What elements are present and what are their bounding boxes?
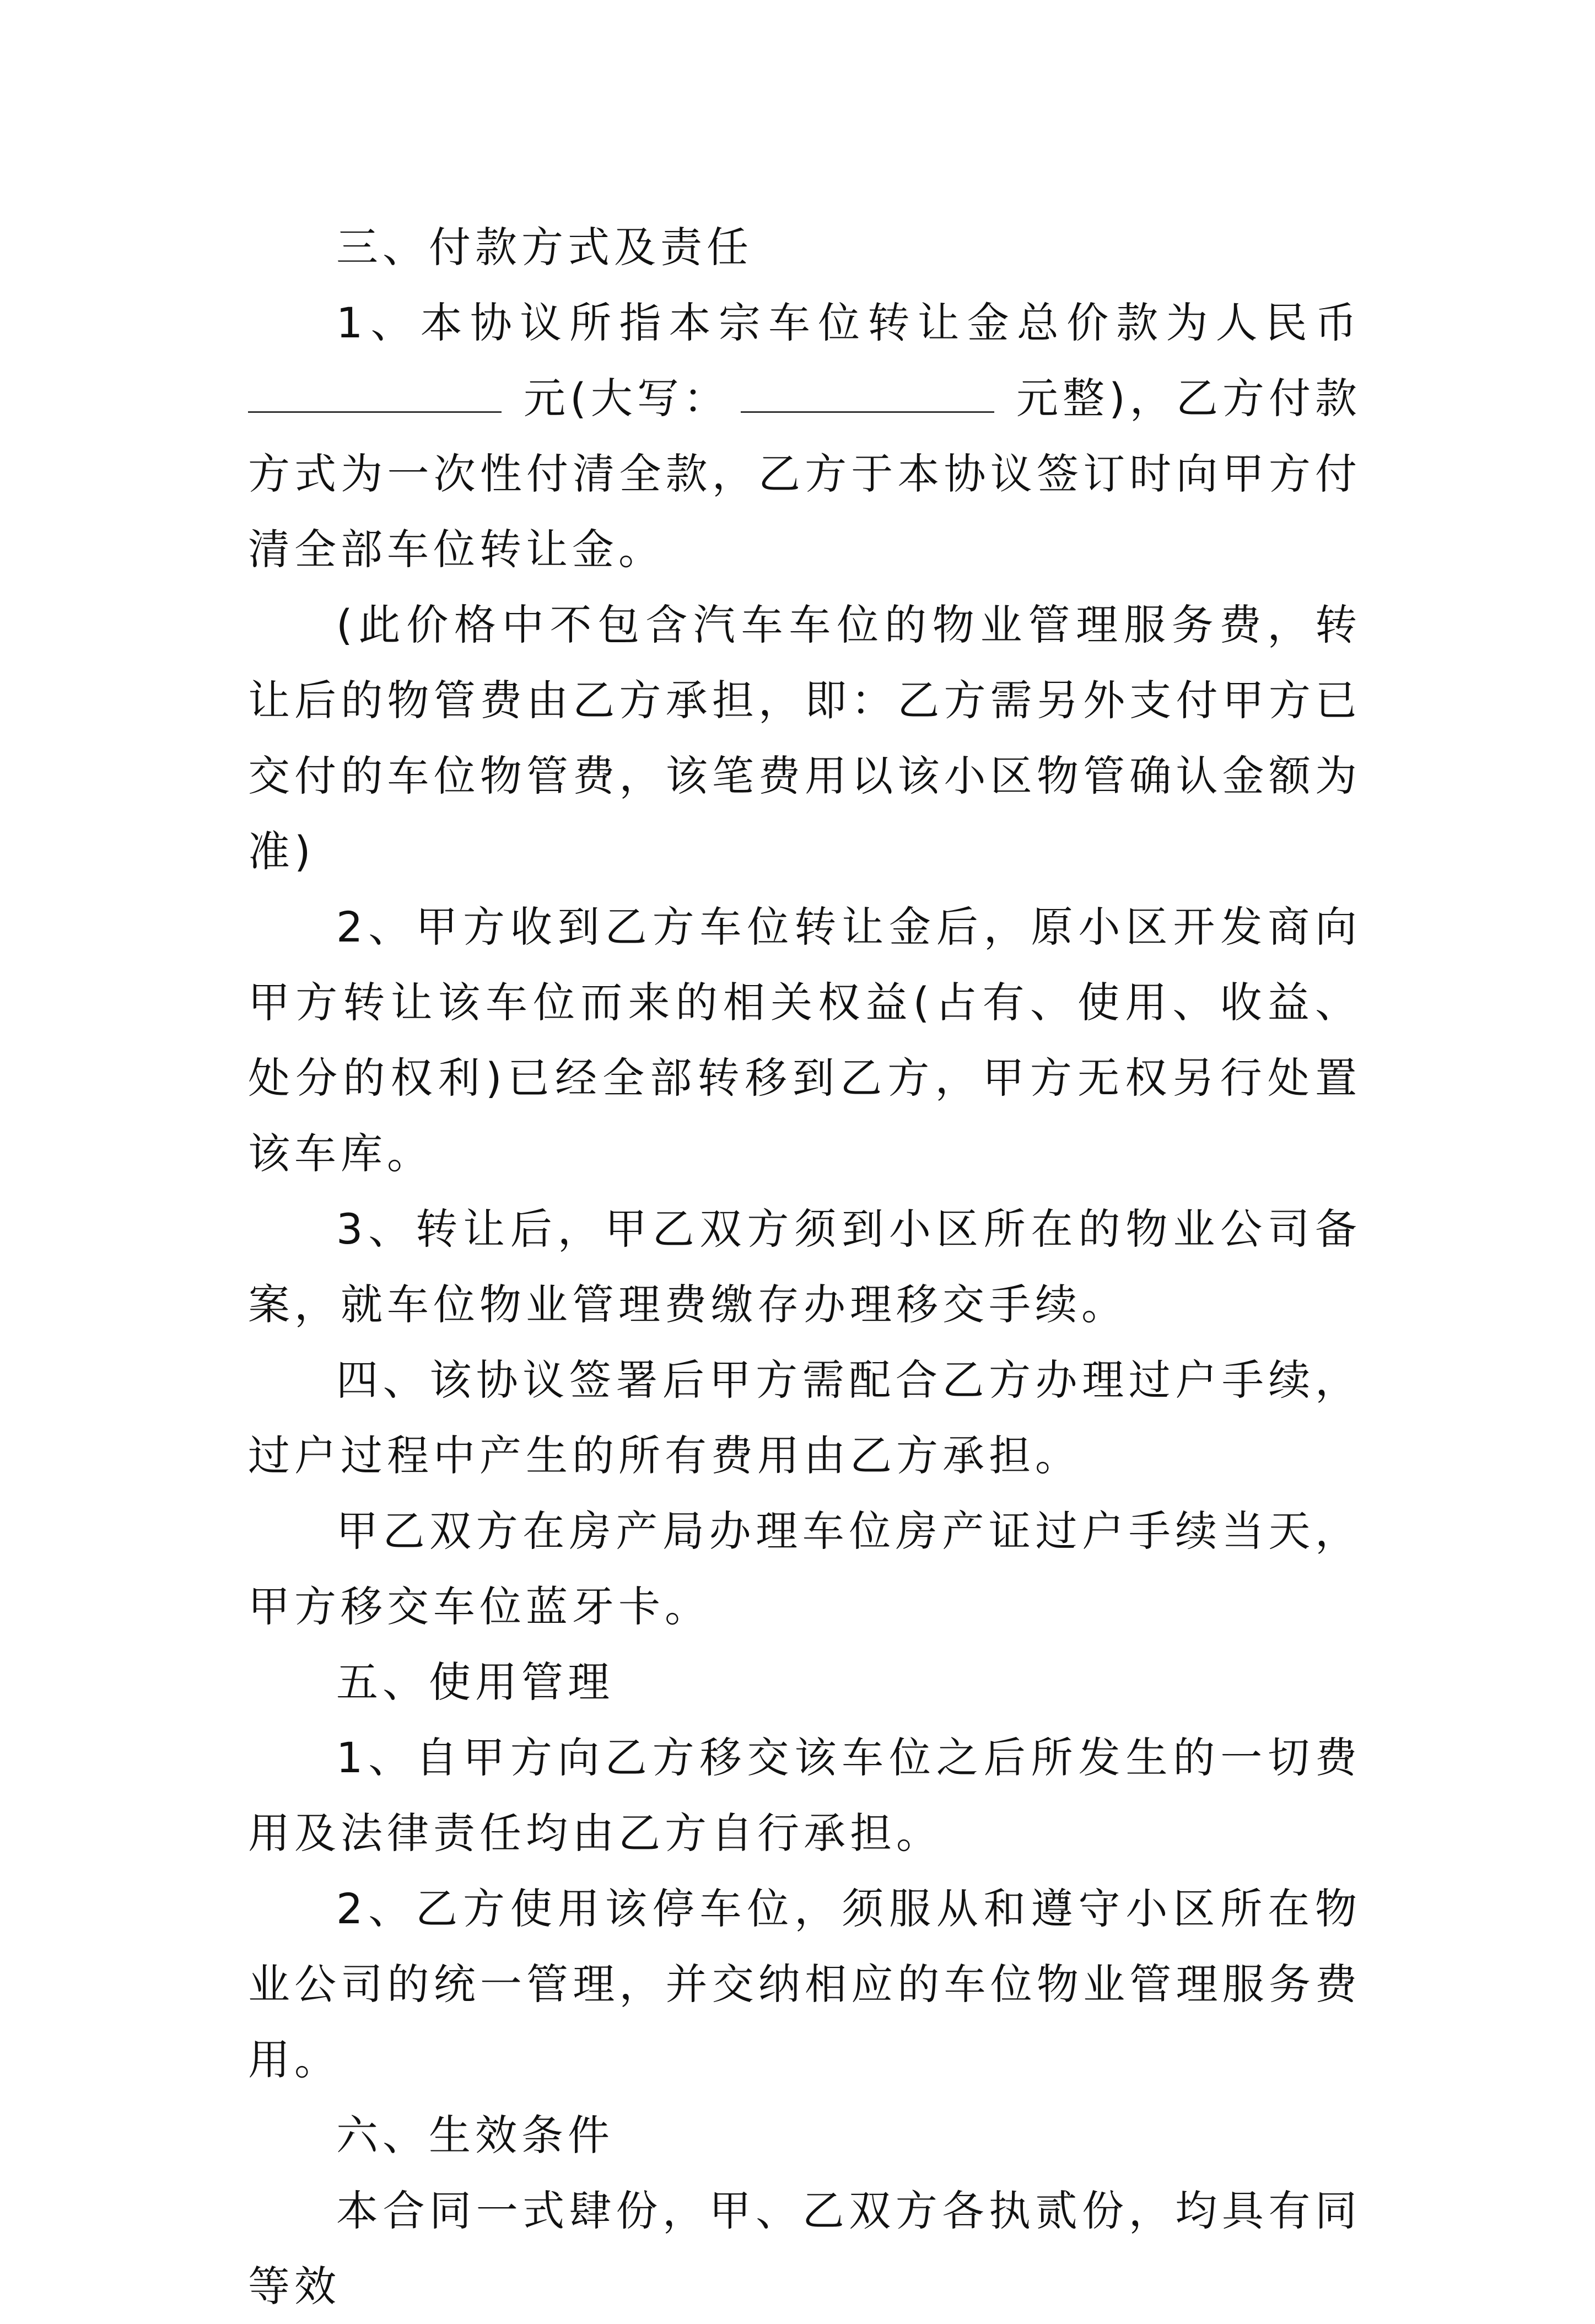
section-4-clause-1: 四、该协议签署后甲方需配合乙方办理过户手续，过户过程中产生的所有费用由乙方承担。: [248, 1355, 1361, 1480]
price-uppercase-blank: [741, 373, 994, 413]
section-3-title: 三、付款方式及责任: [336, 223, 753, 272]
clause-1-text-b: 元(大写：: [524, 374, 730, 423]
clause-1-text-a: 1、本协议所指本宗车位转让金总价款为人民币: [336, 298, 1361, 347]
section-6-clause-1: 本合同一式肆份，甲、乙双方各执贰份，均具有同等效: [248, 2186, 1361, 2311]
document-body: [248, 209, 1361, 2324]
section-5-clause-2: 2、乙方使用该停车位，须服从和遵守小区所在物业公司的统一管理，并交纳相应的车位物业管理服务费用。: [248, 1884, 1361, 2084]
section-3-clause-3: 3、转让后，甲乙双方须到小区所在的物业公司备案，就车位物业管理费缴存办理移交手续。: [248, 1204, 1361, 1329]
section-5-title: 五、使用管理: [336, 1658, 614, 1707]
section-6-title: 六、生效条件: [336, 2111, 614, 2160]
section-3-clause-1: [248, 285, 1361, 587]
clause-1-text-c: 元整)，乙方付款方式为一次性付清全款，乙方于本协议签订时向甲方付清全部车位转让金。: [248, 374, 1361, 574]
section-3-note: (此价格中不包含汽车车位的物业管理服务费，转让后的物管费由乙方承担，即：乙方需另外支付甲方已交付的车位物管费，该笔费用以该小区物管确认金额为准): [248, 600, 1361, 876]
price-amount-blank: [248, 373, 502, 413]
section-3-clause-2: 2、甲方收到乙方车位转让金后，原小区开发商向甲方转让该车位而来的相关权益(占有、使用、收益、处分的权利)已经全部转移到乙方，甲方无权另行处置该车库。: [248, 902, 1361, 1178]
section-4-clause-2: 甲乙双方在房产局办理车位房产证过户手续当天，甲方移交车位蓝牙卡。: [248, 1507, 1361, 1631]
section-5-clause-1: 1、自甲方向乙方移交该车位之后所发生的一切费用及法律责任均由乙方自行承担。: [248, 1733, 1361, 1858]
